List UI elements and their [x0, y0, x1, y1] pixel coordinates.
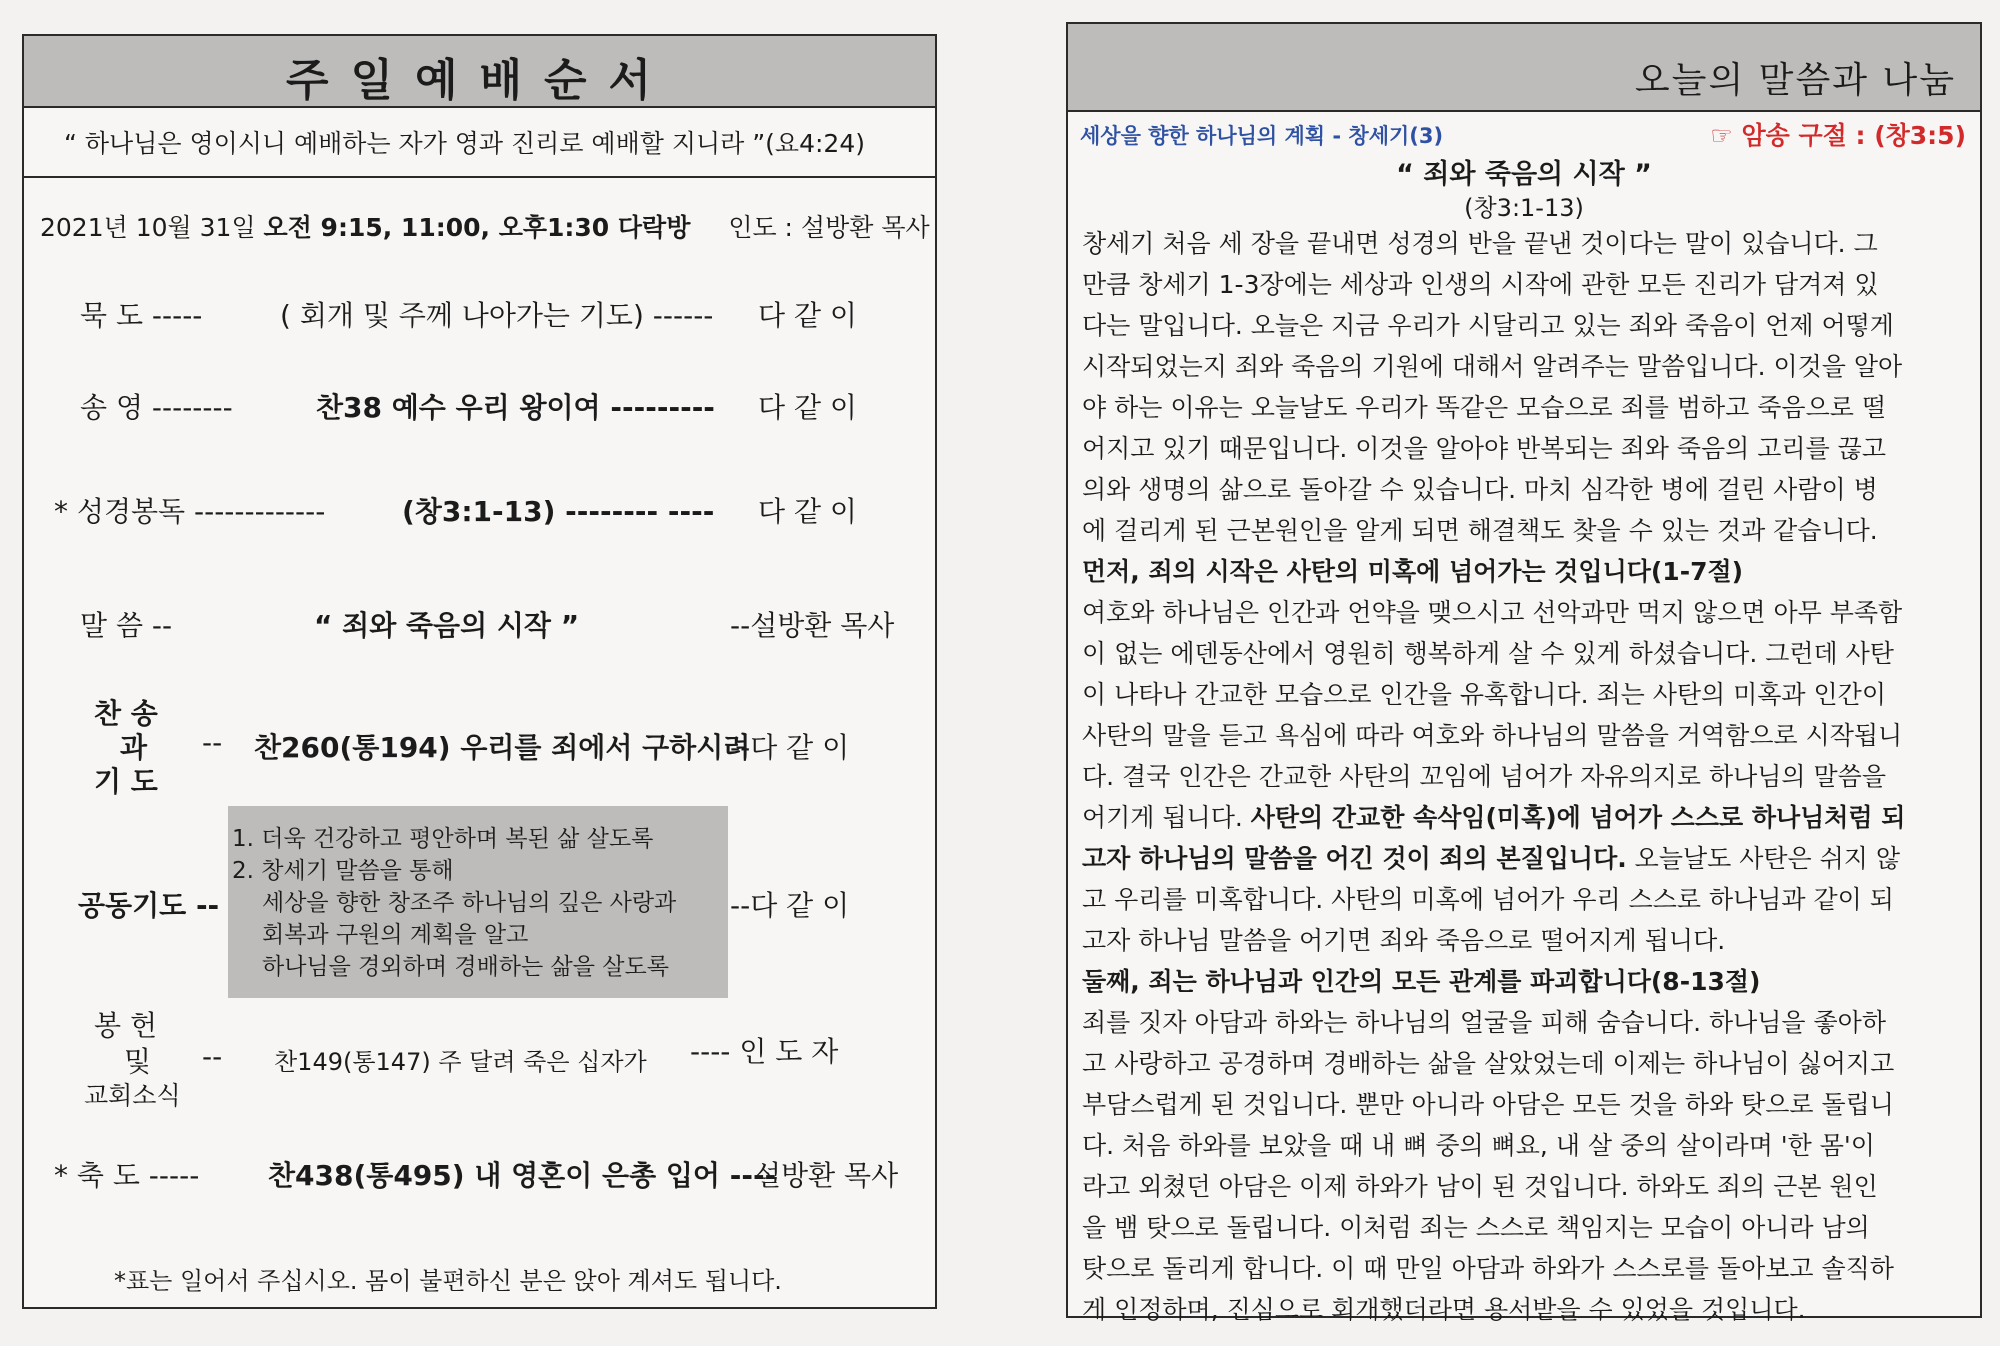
- recite-verse: ☞ 암송 구절 : (창3:5): [1710, 121, 1966, 150]
- order-who: 다 같 이: [758, 391, 857, 424]
- sermon-line: 만큼 창세기 1-3장에는 세상과 인생의 시작에 관한 모든 진리가 담겨져 있: [1082, 270, 1879, 299]
- order-content: “ 죄와 죽음의 시작 ”: [314, 609, 580, 642]
- sermon-point-heading: 먼저, 죄의 시작은 사탄의 미혹에 넘어가는 것입니다(1-7절): [1082, 557, 1744, 586]
- sermon-point-heading: 둘째, 죄는 하나님과 인간의 모든 관계를 파괴합니다(8-13절): [1082, 967, 1761, 996]
- theme-verse: “ 하나님은 영이시니 예배하는 자가 영과 진리로 예배할 지니라 ”(요4:24): [64, 129, 865, 158]
- sermon-line: 라고 외쳤던 아담은 이제 하와가 남이 된 것입니다. 하와도 죄의 근본 원인: [1082, 1172, 1878, 1201]
- service-times: 오전 9:15, 11:00, 오후1:30 다락방: [263, 213, 691, 242]
- order-content: 찬260(통194) 우리를 죄에서 구하시려: [254, 731, 751, 764]
- sermon-line: 다는 말입니다. 오늘은 지금 우리가 시달리고 있는 죄와 죽음이 언제 어떻게: [1082, 311, 1894, 340]
- sermon-line: 고 사랑하고 공경하며 경배하는 삶을 살았었는데 이제는 하나님이 싫어지고: [1082, 1049, 1895, 1078]
- sermon-line: 어지고 있기 때문입니다. 이것을 알아야 반복되는 죄와 죽음의 고리를 끊고: [1082, 434, 1886, 463]
- sermon-title: “ 죄와 죽음의 시작 ”: [1396, 159, 1652, 190]
- order-label: 공동기도 --: [78, 889, 220, 922]
- order-who: 다 같 이: [758, 299, 857, 332]
- worship-order-title: 주일예배순서: [285, 55, 674, 106]
- sermon-title-bar: [1068, 24, 1980, 112]
- sermon-line: 여호와 하나님은 인간과 언약을 맺으시고 선악과만 먹지 않으면 아무 부족함: [1082, 598, 1903, 627]
- sermon-reference: (창3:1-13): [1464, 194, 1584, 222]
- hymn-prayer-label-1: 찬 송: [94, 697, 158, 730]
- sermon-line: 창세기 처음 세 장을 끝내면 성경의 반을 끝낸 것이다는 말이 있습니다. 그: [1082, 229, 1878, 258]
- sermon-line: 고자 하나님 말씀을 어기면 죄와 죽음으로 떨어지게 됩니다.: [1082, 926, 1726, 955]
- prayer-point: 2. 창세기 말씀을 통해: [232, 858, 454, 884]
- order-content: 찬149(통147) 주 달려 죽은 십자가: [274, 1048, 647, 1076]
- service-date: [40, 208, 930, 244]
- order-content: 찬38 예수 우리 왕이여 ---------: [316, 391, 715, 424]
- sermon-line: 을 뱀 탓으로 돌립니다. 이처럼 죄는 스스로 책임지는 모습이 아니라 남의: [1082, 1213, 1870, 1242]
- sermon-line: 탓으로 돌리게 합니다. 이 때 만일 아담과 하와가 스스로를 돌아보고 솔직하: [1082, 1254, 1894, 1283]
- order-label: * 성경봉독 -------------: [54, 495, 326, 528]
- sermon-text: 오늘날도 사탄은 쉬지 않: [1626, 844, 1901, 873]
- order-label: 말 씀 --: [80, 609, 173, 642]
- worship-order-title-bar: [24, 36, 935, 108]
- hymn-prayer-label-2: 과: [120, 731, 148, 764]
- prayer-point: 하나님을 경외하며 경배하는 삶을 살도록: [262, 954, 669, 980]
- order-who: --다 같 이: [730, 889, 850, 922]
- order-who: 설방환 목사: [754, 1159, 899, 1192]
- standing-note: *표는 일어서 주십시오. 몸이 불편하신 분은 앉아 계셔도 됩니다.: [114, 1267, 782, 1295]
- sermon-emphasis: 사탄의 간교한 속삭임(미혹)에 넘어가 스스로 하나님처럼 되: [1250, 803, 1906, 832]
- sermon-line: [1082, 798, 1905, 834]
- offering-label-1: 봉 헌: [94, 1009, 157, 1042]
- order-label: --: [202, 726, 223, 759]
- service-leader: 인도 : 설방환 목사: [728, 213, 930, 242]
- prayer-points-box: [228, 806, 728, 998]
- hymn-prayer-label-3: 기 도: [94, 765, 158, 798]
- order-who: ---- 인 도 자: [690, 1035, 839, 1068]
- sermon-panel: [1066, 22, 1982, 1324]
- sermon-line: 부담스럽게 된 것입니다. 뿐만 아니라 아담은 모든 것을 하와 탓으로 돌립니: [1082, 1090, 1894, 1119]
- order-who: 다 같 이: [758, 495, 857, 528]
- sermon-line: 의와 생명의 삶으로 돌아갈 수 있습니다. 마치 심각한 병에 걸린 사람이 병: [1082, 475, 1878, 504]
- sermon-text: 어기게 됩니다.: [1082, 803, 1243, 832]
- sermon-line: 다. 처음 하와를 보았을 때 내 뼈 중의 뼈요, 내 살 중의 살이라며 '한 몸'이: [1082, 1131, 1875, 1160]
- sermon-line: 사탄의 말을 듣고 욕심에 따라 여호와 하나님의 말씀을 거역함으로 시작됩니: [1082, 721, 1903, 750]
- date-text: 2021년 10월 31일: [40, 213, 264, 242]
- sermon-line: 이 없는 에덴동산에서 영원히 행복하게 살 수 있게 하셨습니다. 그런데 사탄: [1082, 639, 1894, 668]
- order-label: --: [202, 1040, 223, 1073]
- series-title: 세상을 향한 하나님의 계획 - 창세기(3): [1080, 124, 1444, 148]
- offering-label-2: 및: [124, 1045, 152, 1078]
- prayer-point: 1. 더욱 건강하고 평안하며 복된 삶 살도록: [232, 826, 654, 852]
- order-content: 찬438(통495) 내 영혼이 은총 입어 ----: [268, 1159, 777, 1192]
- order-label: 묵 도 -----: [80, 299, 203, 332]
- order-content: (창3:1-13) -------- ----: [402, 495, 715, 528]
- sermon-line: 이 나타나 간교한 모습으로 인간을 유혹합니다. 죄는 사탄의 미혹과 인간이: [1082, 680, 1886, 709]
- sermon-line: 게 인정하며, 진심으로 회개했더라면 용서받을 수 있었을 것입니다.: [1082, 1295, 1806, 1324]
- sermon-emphasis: 고자 하나님의 말씀을 어긴 것이 죄의 본질입니다.: [1082, 844, 1627, 873]
- offering-label-3: 교회소식: [84, 1081, 181, 1110]
- order-label: * 축 도 -----: [54, 1159, 200, 1192]
- sermon-line: 고 우리를 미혹합니다. 사탄의 미혹에 넘어가 우리 스스로 하나님과 같이 되: [1082, 885, 1894, 914]
- order-content: ( 회개 및 주께 나아가는 기도) ------: [280, 299, 714, 332]
- prayer-point: 회복과 구원의 계획을 알고: [262, 922, 529, 948]
- sermon-line: 다. 결국 인간은 간교한 사탄의 꼬임에 넘어가 자유의지로 하나님의 말씀을: [1082, 762, 1886, 791]
- prayer-point: 세상을 향한 창조주 하나님의 깊은 사랑과: [262, 890, 677, 916]
- sermon-section-title: 오늘의 말씀과 나눔: [1634, 60, 1956, 101]
- order-label: 송 영 --------: [80, 391, 233, 424]
- sermon-line: [1082, 839, 1900, 875]
- sermon-line: 야 하는 이유는 오늘날도 우리가 똑같은 모습으로 죄를 범하고 죽음으로 떨: [1082, 393, 1886, 422]
- order-who: --설방환 목사: [730, 609, 895, 642]
- worship-order-panel: [22, 34, 937, 1309]
- divider: [24, 176, 935, 178]
- sermon-line: 죄를 짓자 아담과 하와는 하나님의 얼굴을 피해 숨습니다. 하나님을 좋아하: [1082, 1008, 1886, 1037]
- sermon-line: 시작되었는지 죄와 죽음의 기원에 대해서 알려주는 말씀입니다. 이것을 알아: [1082, 352, 1903, 381]
- order-who: --다 같 이: [730, 731, 850, 764]
- sermon-line: 에 걸리게 된 근본원인을 알게 되면 해결책도 찾을 수 있는 것과 같습니다.: [1082, 516, 1878, 545]
